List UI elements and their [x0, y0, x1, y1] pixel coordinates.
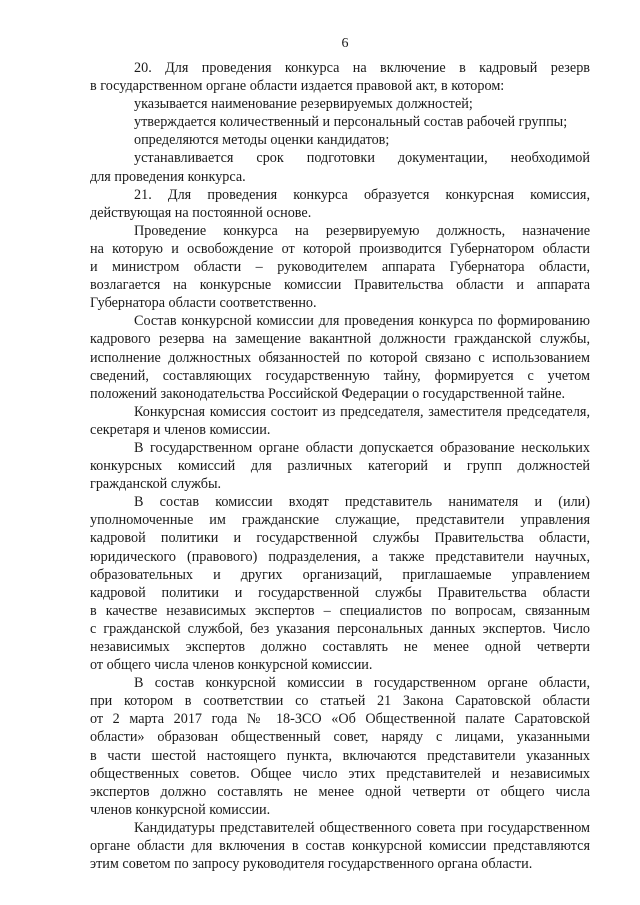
document-body — [90, 59, 590, 873]
text-line: образовательных и других организаций, приглашаемые управлением — [90, 566, 590, 583]
text-line: В государственном органе области допускается образование нескольких — [134, 439, 590, 456]
text-line: и министром области – руководителем аппарата Губернатора области, — [90, 259, 590, 276]
text-line: сведений, составляющих государственную тайну, формируется с учетом — [90, 367, 590, 384]
text-line: Кандидатуры представителей общественного совета при государственном — [134, 819, 590, 836]
text-line: утверждается количественный и персональный состав рабочей группы; — [134, 114, 568, 131]
text-line: от общего числа членов конкурсной комиссии. — [90, 657, 373, 674]
text-line: в государственном органе области издается правовой акт, в котором: — [90, 78, 505, 95]
text-line: гражданской службы. — [90, 476, 222, 493]
text-line: возлагается на конкурсные комиссии Правительства области и аппарата — [90, 277, 590, 294]
text-line: В состав конкурсной комиссии в государственном органе области, — [134, 675, 590, 692]
text-line: Губернатора области соответственно. — [90, 295, 317, 312]
text-line: на которую и освобождение от которой производится Губернатором области — [90, 240, 590, 257]
text-line: при котором в соответствии со статьей 21 Закона Саратовской области — [90, 693, 590, 710]
text-line: кадровой политики и государственной службы Правительства области, — [90, 530, 590, 547]
text-line: Состав конкурсной комиссии для проведения конкурса по формированию — [134, 313, 590, 330]
text-line: от 2 марта 2017 года № 18-ЗСО «Об Общественной палате Саратовской — [90, 711, 590, 728]
page-number: 6 — [341, 36, 349, 51]
text-line: уполномоченные им гражданские служащие, представители управления — [90, 512, 590, 529]
text-line: независимых экспертов должно составлять не менее одной четверти — [90, 639, 590, 655]
text-line: членов конкурсной комиссии. — [90, 801, 271, 818]
text-line: секретаря и членов комиссии. — [90, 421, 271, 438]
text-line: области» образован общественный совет, наряду с лицами, указанными — [90, 729, 590, 746]
text-line: указывается наименование резервируемых должностей; — [134, 96, 473, 113]
text-line: кадровой политики и государственной службы Правительства области — [90, 584, 590, 601]
text-line: кадрового резерва на замещение вакантной должности гражданской службы, — [90, 331, 590, 348]
text-line: экспертов должно составлять не менее одной четверти от общего числа — [90, 783, 590, 800]
text-line: конкурсных комиссий для различных категорий и групп должностей — [90, 458, 590, 475]
text-line: общественных советов. Общее число этих представителей и независимых — [90, 765, 590, 782]
text-line: этим советом по запросу руководителя государственного органа области. — [90, 856, 533, 873]
text-line: в части шестой настоящего пункта, включаются представители указанных — [90, 747, 590, 764]
text-line: положений законодательства Российской Федерации о государственной тайне. — [90, 385, 566, 402]
text-line: 21. Для проведения конкурса образуется конкурсная комиссия, — [134, 186, 590, 203]
text-line: Конкурсная комиссия состоит из председателя, заместителя председателя, — [134, 403, 590, 420]
text-line: для проведения конкурса. — [90, 168, 246, 185]
text-line: 20. Для проведения конкурса на включение в кадровый резерв — [134, 60, 590, 76]
text-line: с гражданской службой, без указания персональных данных экспертов. Число — [90, 620, 590, 637]
text-line: Проведение конкурса на резервируемую должность, назначение — [134, 222, 590, 239]
text-line: определяются методы оценки кандидатов; — [134, 132, 390, 149]
text-line: В состав комиссии входят представитель нанимателя и (или) — [134, 494, 590, 511]
text-line: устанавливается срок подготовки документации, необходимой — [134, 150, 590, 167]
text-line: органе области для включения в состав конкурсной комиссии представляются — [90, 838, 590, 855]
text-line: исполнение должностных обязанностей по которой связано с использованием — [90, 349, 590, 366]
text-line: действующая на постоянной основе. — [90, 204, 312, 221]
text-line: в качестве независимых экспертов – специалистов по вопросам, связанным — [90, 602, 590, 619]
text-line: юридического (правового) подразделения, а также представители научных, — [90, 548, 590, 565]
